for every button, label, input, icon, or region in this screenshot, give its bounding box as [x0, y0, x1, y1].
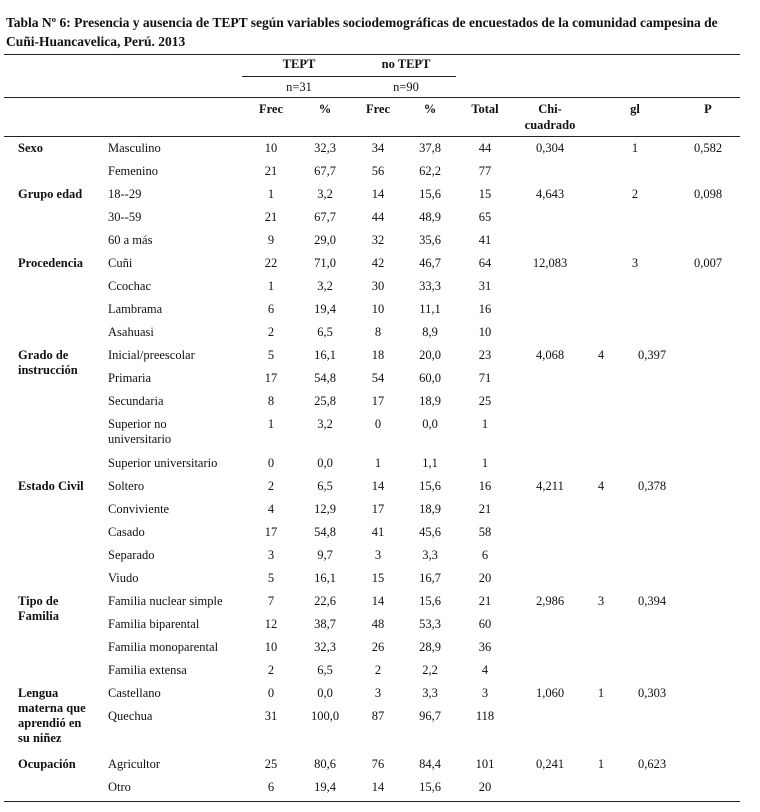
header-bottom-rule [4, 136, 740, 137]
tept-frequency: 17 [264, 525, 278, 539]
header-frec-tept: Frec [258, 102, 284, 116]
no-tept-frequency: 10 [371, 302, 385, 316]
variable-label: Ocupación [18, 757, 76, 771]
category-label: Inicial/preescolar [108, 348, 195, 362]
category-label: Superior universitario [108, 456, 218, 470]
no-tept-frequency: 15 [371, 571, 385, 585]
category-label: Familia nuclear simple [108, 594, 223, 608]
no-tept-frequency: 48 [371, 617, 385, 631]
total-value: 21 [478, 502, 492, 516]
category-label: Femenino [108, 164, 158, 178]
tept-frequency: 21 [264, 164, 278, 178]
no-tept-frequency: 17 [371, 394, 385, 408]
total-value: 20 [478, 780, 492, 794]
no-tept-frequency: 54 [371, 371, 385, 385]
no-tept-frequency: 14 [371, 187, 385, 201]
total-value: 20 [478, 571, 492, 585]
no-tept-frequency: 56 [371, 164, 385, 178]
category-label: Separado [108, 548, 155, 562]
category-label: 30--59 [108, 210, 142, 224]
total-value: 25 [478, 394, 492, 408]
total-value: 1 [481, 417, 489, 431]
no-tept-percent: 16,7 [419, 571, 441, 585]
group-rule [242, 76, 456, 77]
total-value: 58 [478, 525, 492, 539]
tept-frequency: 2 [267, 479, 275, 493]
variable-label: materna que [18, 701, 86, 715]
category-label: Masculino [108, 141, 161, 155]
variable-label: instrucción [18, 363, 78, 377]
total-value: 118 [475, 709, 495, 723]
tept-percent: 25,8 [314, 394, 336, 408]
no-tept-percent: 18,9 [419, 502, 441, 516]
no-tept-frequency: 17 [371, 502, 385, 516]
no-tept-frequency: 8 [374, 325, 382, 339]
gl-value: 2 [631, 187, 639, 201]
total-value: 44 [478, 141, 492, 155]
no-tept-percent: 15,6 [419, 187, 441, 201]
gl-value: 1 [597, 757, 605, 771]
variable-label: Sexo [18, 141, 43, 155]
tept-frequency: 5 [267, 348, 275, 362]
no-tept-frequency: 42 [371, 256, 385, 270]
tept-percent: 12,9 [314, 502, 336, 516]
tept-frequency: 10 [264, 640, 278, 654]
tept-frequency: 3 [267, 548, 275, 562]
no-tept-percent: 20,0 [419, 348, 441, 362]
header-pct-no-tept: % [423, 102, 437, 116]
no-tept-percent: 28,9 [419, 640, 441, 654]
category-label: 60 a más [108, 233, 153, 247]
variable-label: su niñez [18, 731, 62, 745]
no-tept-frequency: 87 [371, 709, 385, 723]
no-tept-percent: 18,9 [419, 394, 441, 408]
header-no-tept: no TEPT [381, 57, 431, 71]
no-tept-percent: 60,0 [419, 371, 441, 385]
tept-frequency: 1 [267, 187, 275, 201]
p-value: 0,303 [637, 686, 667, 700]
no-tept-percent: 53,3 [419, 617, 441, 631]
total-value: 10 [478, 325, 492, 339]
variable-label: Procedencia [18, 256, 84, 270]
tept-percent: 3,2 [317, 279, 333, 293]
header-n-no-tept: n=90 [393, 80, 419, 94]
p-value: 0,582 [693, 141, 723, 155]
tept-frequency: 2 [267, 663, 275, 677]
category-label: Ccochac [108, 279, 152, 293]
no-tept-frequency: 14 [371, 479, 385, 493]
chi-square-value: 0,304 [535, 141, 565, 155]
tept-percent: 3,2 [317, 187, 333, 201]
tept-frequency: 1 [267, 417, 275, 431]
category-label: Familia extensa [108, 663, 187, 677]
header-tept: TEPT [282, 57, 316, 71]
tept-percent: 54,8 [314, 371, 336, 385]
total-value: 4 [481, 663, 489, 677]
no-tept-percent: 15,6 [419, 479, 441, 493]
no-tept-percent: 0,0 [422, 417, 438, 431]
tept-frequency: 5 [267, 571, 275, 585]
tept-frequency: 9 [267, 233, 275, 247]
no-tept-percent: 48,9 [419, 210, 441, 224]
tept-frequency: 7 [267, 594, 275, 608]
variable-label: aprendió en [18, 716, 82, 730]
tept-frequency: 6 [267, 780, 275, 794]
no-tept-percent: 3,3 [422, 686, 438, 700]
no-tept-percent: 45,6 [419, 525, 441, 539]
no-tept-frequency: 44 [371, 210, 385, 224]
tept-percent: 32,3 [314, 141, 336, 155]
variable-label: Lengua [18, 686, 59, 700]
p-value: 0,623 [637, 757, 667, 771]
tept-frequency: 8 [267, 394, 275, 408]
total-value: 101 [475, 757, 495, 771]
no-tept-percent: 1,1 [422, 456, 438, 470]
category-label: Conviviente [108, 502, 170, 516]
category-label: Secundaria [108, 394, 164, 408]
tept-frequency: 25 [264, 757, 278, 771]
no-tept-percent: 3,3 [422, 548, 438, 562]
tept-percent: 3,2 [317, 417, 333, 431]
gl-value: 3 [597, 594, 605, 608]
tept-percent: 6,5 [317, 479, 333, 493]
tept-percent: 32,3 [314, 640, 336, 654]
total-value: 6 [481, 548, 489, 562]
tept-frequency: 10 [264, 141, 278, 155]
category-label: Soltero [108, 479, 145, 493]
category-label: Asahuasi [108, 325, 154, 339]
category-label: 18--29 [108, 187, 142, 201]
gl-value: 4 [597, 348, 605, 362]
gl-value: 3 [631, 256, 639, 270]
total-value: 16 [478, 479, 492, 493]
total-value: 65 [478, 210, 492, 224]
no-tept-percent: 35,6 [419, 233, 441, 247]
caption-line-1: Tabla Nº 6: Presencia y ausencia de TEPT según variables sociodemográficas de encuestados de la comunidad campesina de [6, 15, 718, 30]
tept-frequency: 0 [267, 686, 275, 700]
table-caption [6, 13, 746, 51]
no-tept-percent: 62,2 [419, 164, 441, 178]
chi-square-value: 1,060 [535, 686, 565, 700]
tept-percent: 54,8 [314, 525, 336, 539]
tept-percent: 16,1 [314, 571, 336, 585]
tept-percent: 0,0 [317, 456, 333, 470]
total-value: 15 [478, 187, 492, 201]
no-tept-frequency: 1 [374, 456, 382, 470]
variable-label: Grado de [18, 348, 69, 362]
gl-value: 4 [597, 479, 605, 493]
header-gl: gl [630, 102, 640, 116]
tept-percent: 9,7 [317, 548, 333, 562]
top-rule [4, 54, 740, 55]
category-label: Lambrama [108, 302, 163, 316]
p-value: 0,098 [693, 187, 723, 201]
category-label: universitario [108, 432, 172, 446]
total-value: 77 [478, 164, 492, 178]
variable-label: Familia [18, 609, 59, 623]
p-value: 0,378 [637, 479, 667, 493]
tept-percent: 0,0 [317, 686, 333, 700]
tept-percent: 6,5 [317, 325, 333, 339]
tept-frequency: 2 [267, 325, 275, 339]
tept-percent: 29,0 [314, 233, 336, 247]
chi-square-value: 12,083 [532, 256, 568, 270]
n-rule [4, 97, 740, 98]
no-tept-percent: 2,2 [422, 663, 438, 677]
gl-value: 1 [597, 686, 605, 700]
total-value: 64 [478, 256, 492, 270]
tept-frequency: 12 [264, 617, 278, 631]
category-label: Otro [108, 780, 131, 794]
no-tept-frequency: 18 [371, 348, 385, 362]
category-label: Castellano [108, 686, 161, 700]
no-tept-frequency: 2 [374, 663, 382, 677]
category-label: Cuñi [108, 256, 133, 270]
tept-percent: 80,6 [314, 757, 336, 771]
bottom-rule [4, 801, 740, 802]
no-tept-frequency: 26 [371, 640, 385, 654]
header-pct-tept: % [318, 102, 332, 116]
gl-value: 1 [631, 141, 639, 155]
tept-percent: 19,4 [314, 780, 336, 794]
tept-frequency: 4 [267, 502, 275, 516]
tept-percent: 67,7 [314, 164, 336, 178]
variable-label: Grupo edad [18, 187, 83, 201]
tept-frequency: 17 [264, 371, 278, 385]
total-value: 31 [478, 279, 492, 293]
total-value: 41 [478, 233, 492, 247]
total-value: 16 [478, 302, 492, 316]
tept-frequency: 22 [264, 256, 278, 270]
no-tept-percent: 33,3 [419, 279, 441, 293]
no-tept-frequency: 3 [374, 686, 382, 700]
tept-frequency: 0 [267, 456, 275, 470]
variable-label: Tipo de [18, 594, 59, 608]
no-tept-percent: 11,1 [419, 302, 441, 316]
no-tept-frequency: 0 [374, 417, 382, 431]
tept-percent: 22,6 [314, 594, 336, 608]
tept-percent: 100,0 [310, 709, 340, 723]
total-value: 1 [481, 456, 489, 470]
tept-percent: 67,7 [314, 210, 336, 224]
no-tept-percent: 46,7 [419, 256, 441, 270]
header-chi-1: Chi- [538, 102, 562, 116]
no-tept-frequency: 32 [371, 233, 385, 247]
tept-percent: 19,4 [314, 302, 336, 316]
no-tept-percent: 96,7 [419, 709, 441, 723]
chi-square-value: 4,211 [536, 479, 564, 493]
category-label: Familia biparental [108, 617, 200, 631]
header-p: P [704, 102, 712, 116]
total-value: 3 [481, 686, 489, 700]
header-chi-2: cuadrado [524, 118, 576, 132]
no-tept-frequency: 76 [371, 757, 385, 771]
no-tept-percent: 8,9 [422, 325, 438, 339]
no-tept-frequency: 30 [371, 279, 385, 293]
chi-square-value: 0,241 [535, 757, 565, 771]
no-tept-percent: 84,4 [419, 757, 441, 771]
chi-square-value: 2,986 [535, 594, 565, 608]
no-tept-percent: 37,8 [419, 141, 441, 155]
header-total: Total [471, 102, 499, 116]
no-tept-percent: 15,6 [419, 594, 441, 608]
no-tept-frequency: 3 [374, 548, 382, 562]
no-tept-frequency: 14 [371, 594, 385, 608]
tept-percent: 6,5 [317, 663, 333, 677]
tept-frequency: 31 [264, 709, 278, 723]
chi-square-value: 4,643 [535, 187, 565, 201]
total-value: 71 [478, 371, 492, 385]
tept-frequency: 1 [267, 279, 275, 293]
caption-line-2: Cuñi-Huancavelica, Perú. 2013 [6, 34, 186, 49]
no-tept-frequency: 41 [371, 525, 385, 539]
category-label: Quechua [108, 709, 153, 723]
header-n-tept: n=31 [286, 80, 312, 94]
header-frec-no-tept: Frec [365, 102, 391, 116]
p-value: 0,397 [637, 348, 667, 362]
no-tept-percent: 15,6 [419, 780, 441, 794]
tept-frequency: 21 [264, 210, 278, 224]
category-label: Familia monoparental [108, 640, 219, 654]
total-value: 36 [478, 640, 492, 654]
p-value: 0,394 [637, 594, 667, 608]
p-value: 0,007 [693, 256, 723, 270]
total-value: 23 [478, 348, 492, 362]
category-label: Agricultor [108, 757, 161, 771]
no-tept-frequency: 34 [371, 141, 385, 155]
tept-frequency: 6 [267, 302, 275, 316]
category-label: Superior no [108, 417, 167, 431]
category-label: Casado [108, 525, 145, 539]
chi-square-value: 4,068 [535, 348, 565, 362]
variable-label: Estado Civil [18, 479, 84, 493]
category-label: Primaria [108, 371, 152, 385]
total-value: 21 [478, 594, 492, 608]
no-tept-frequency: 14 [371, 780, 385, 794]
tept-percent: 38,7 [314, 617, 336, 631]
tept-percent: 71,0 [314, 256, 336, 270]
tept-percent: 16,1 [314, 348, 336, 362]
total-value: 60 [478, 617, 492, 631]
category-label: Viudo [108, 571, 139, 585]
